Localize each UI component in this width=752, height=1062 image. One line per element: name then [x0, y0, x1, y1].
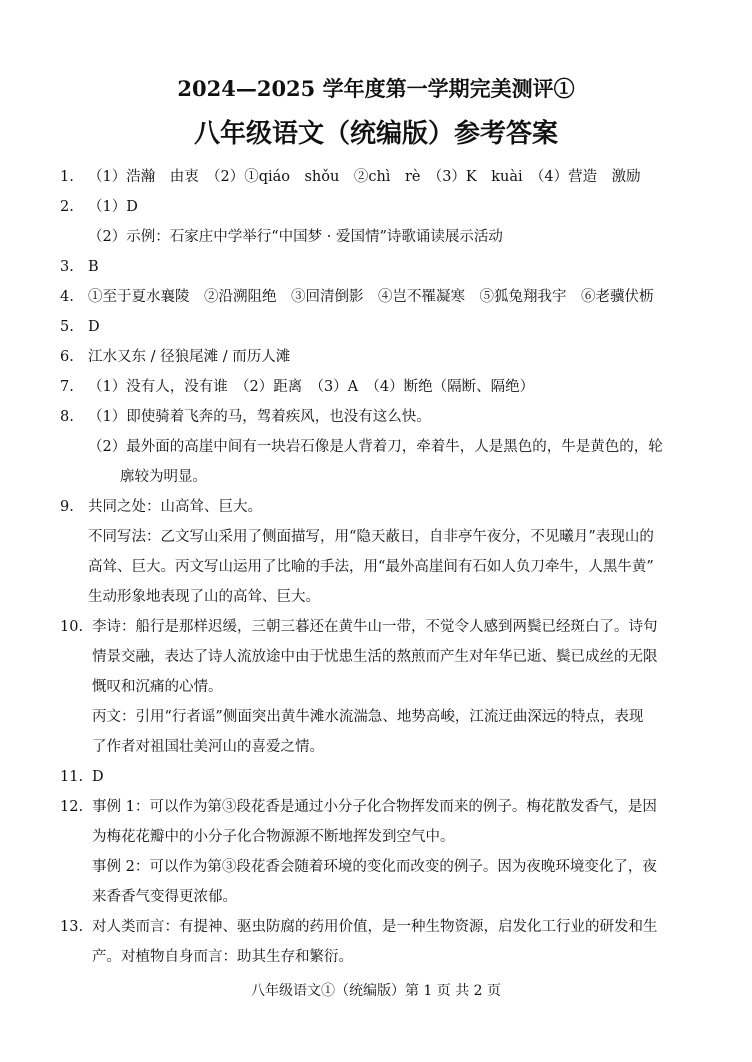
question-number: 10. [60, 619, 84, 635]
answer-line: 事例 2：可以作为第③段花香会随着环境的变化而改变的例子。因为夜晚环境变化了，夜 [92, 859, 657, 875]
page-subtitle: 八年级语文（统编版）参考答案 [193, 119, 558, 149]
answer-line: 高耸、巨大。丙文写山运用了比喻的手法，用“最外高崖间有石如人负刀牵牛，人黑牛黄” [88, 559, 654, 575]
answer-line: 了作者对祖国壮美河山的喜爱之情。 [92, 739, 324, 755]
answer-line: 为梅花花瓣中的小分子化合物源源不断地挥发到空气中。 [92, 829, 455, 845]
question-number: 5. [60, 319, 74, 335]
answer-line: 来香香气变得更浓郁。 [92, 889, 237, 905]
answer-line: 共同之处：山高耸、巨大。 [88, 499, 262, 515]
answer-line: D [88, 319, 100, 335]
question-number: 1. [60, 169, 74, 185]
answer-line: 丙文：引用“行者谣”侧面突出黄牛滩水流湍急、地势高峻，江流迂曲深远的特点，表现 [92, 709, 644, 725]
answer-line: 李诗：船行是那样迟缓，三朝三暮还在黄牛山一带，不觉令人感到两鬓已经斑白了。诗句 [92, 619, 658, 635]
answer-line: （1）浩瀚 由衷 （2）①qiáo shǒu ②chì rè （3）K kuài （4）营造 激励 [88, 169, 641, 185]
answer-line: 江水又东 / 径狼尾滩 / 而历人滩 [88, 349, 291, 365]
answer-line: 慨叹和沉痛的心情。 [92, 679, 223, 695]
question-number: 13. [60, 919, 84, 935]
answer-line: 生动形象地表现了山的高耸、巨大。 [88, 589, 320, 605]
answer-line: 不同写法：乙文写山采用了侧面描写，用“隐天蔽日，自非亭午夜分，不见曦月”表现山的 [88, 529, 654, 545]
question-number: 11. [60, 769, 84, 785]
answer-line: （2）示例：石家庄中学举行“中国梦 · 爱国情”诗歌诵读展示活动 [88, 229, 503, 245]
question-number: 7. [60, 379, 74, 395]
answer-line: 产。对植物自身而言：助其生存和繁衍。 [92, 949, 353, 965]
answer-line: ①至于夏水襄陵 ②沿溯阻绝 ③回清倒影 ④岂不罹凝寒 ⑤狐兔翔我宇 ⑥老骥伏枥 [88, 289, 654, 305]
answer-line: （1）D [88, 199, 138, 215]
answer-line: 情景交融，表达了诗人流放途中由于忧患生活的熬煎而产生对年华已逝、鬓已成丝的无限 [92, 649, 658, 665]
answer-line: （1）没有人，没有谁 （2）距离 （3）A （4）断绝（隔断、隔绝） [88, 379, 535, 395]
answer-line: （2）最外面的高崖中间有一块岩石像是人背着刀，牵着牛，人是黑色的，牛是黄色的，轮 [88, 439, 663, 455]
question-number: 8. [60, 409, 74, 425]
question-number: 12. [60, 799, 84, 815]
question-number: 2. [60, 199, 74, 215]
answer-line: 对人类而言：有提神、驱虫防腐的药用价值，是一种生物资源，启发化工行业的研发和生 [92, 919, 658, 935]
page-footer: 八年级语文①（统编版）第 1 页 共 2 页 [250, 983, 502, 999]
question-number: 4. [60, 289, 74, 305]
answer-line: B [88, 259, 99, 275]
question-number: 3. [60, 259, 74, 275]
question-number: 9. [60, 499, 74, 515]
answer-line: （1）即使骑着飞奔的马，驾着疾风，也没有这么快。 [88, 409, 431, 425]
answer-line: 事例 1：可以作为第③段花香是通过小分子化合物挥发而来的例子。梅花散发香气，是因 [92, 799, 657, 815]
answer-line: D [92, 769, 104, 785]
question-number: 6. [60, 349, 74, 365]
page-title: 2024—2025 学年度第一学期完美测评① [177, 76, 575, 101]
answer-line: 廓较为明显。 [120, 469, 207, 485]
